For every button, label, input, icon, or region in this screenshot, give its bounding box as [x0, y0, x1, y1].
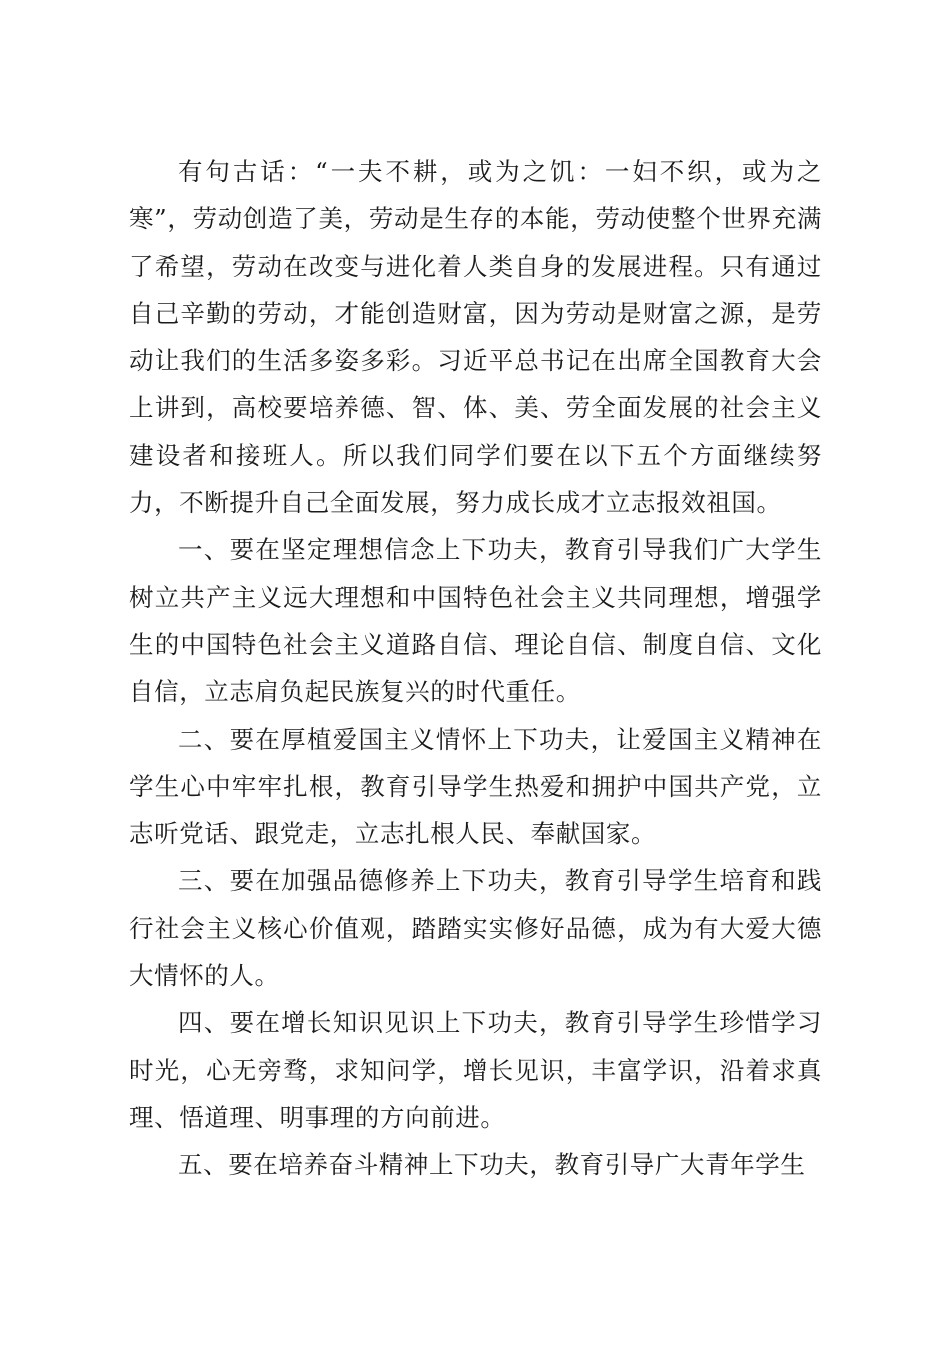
paragraph-point-5: 五、要在培养奋斗精神上下功夫，教育引导广大青年学生: [178, 1150, 806, 1180]
paragraph-point-4: 四、要在增长知识见识上下功夫，教育引导学生珍惜学习时光，心无旁骛，求知问学，增长见识，丰富学识，沿着求真理、悟道理、明事理的方向前进。: [129, 1008, 822, 1132]
document-body: [129, 148, 822, 1189]
paragraph-point-2: 二、要在厚植爱国主义情怀上下功夫，让爱国主义精神在学生心中牢牢扎根，教育引导学生热爱和拥护中国共产党，立志听党话、跟党走，立志扎根人民、奉献国家。: [129, 724, 822, 849]
paragraph-point-1: 一、要在坚定理想信念上下功夫，教育引导我们广大学生树立共产主义远大理想和中国特色社会主义共同理想，增强学生的中国特色社会主义道路自信、理论自信、制度自信、文化自信，立志肩负起民族复兴的时代重任。: [129, 535, 822, 707]
paragraph-point-3: 三、要在加强品德修养上下功夫，教育引导学生培育和践行社会主义核心价值观，踏踏实实修好品德，成为有大爱大德大情怀的人。: [129, 866, 822, 991]
paragraph-intro: 有句古话：“一夫不耕，或为之饥：一妇不织，或为之寒”，劳动创造了美，劳动是生存的本能，劳动使整个世界充满了希望，劳动在改变与进化着人类自身的发展进程。只有通过自己辛勤的劳动，才能创造财富，因为劳动是财富之源，是劳动让我们的生活多姿多彩。习近平总书记在出席全国教育大会上讲到，高校要培养德、智、体、美、劳全面发展的社会主义建设者和接班人。所以我们同学们要在以下五个方面继续努力，不断提升自己全面发展，努力成长成才立志报效祖国。: [129, 157, 822, 518]
